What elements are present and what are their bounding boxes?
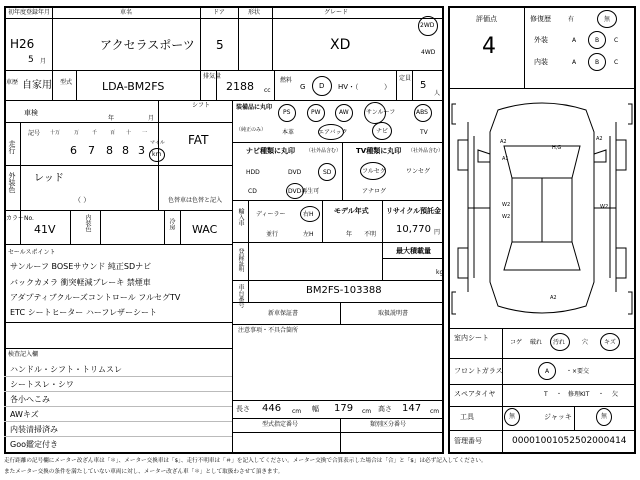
repair-yes: 有 xyxy=(568,16,575,23)
shift-label: シフト xyxy=(192,102,211,109)
exterior-paren: （ ） xyxy=(74,196,91,204)
model-year-value: 不明 xyxy=(364,231,377,238)
inspector-line: 内装清掃済み xyxy=(10,425,58,434)
max-load-label: 最大積載量 xyxy=(396,247,431,255)
model-year-label: モデル年式 xyxy=(334,207,369,215)
mileage-code-label: 記号 xyxy=(28,130,41,137)
displacement-label: 排気量 xyxy=(203,73,222,80)
max-load-unit: kg xyxy=(436,269,444,276)
ext-grade-b: B xyxy=(595,37,600,44)
int-grade-b: B xyxy=(595,59,600,66)
width-label: 幅 xyxy=(312,405,319,413)
equip-pw: PW xyxy=(311,109,321,116)
tv-type-sub: （社外品含む） xyxy=(408,148,444,154)
navi-hdd: HDD xyxy=(246,169,260,176)
seat-tear: 破れ xyxy=(530,339,543,346)
spare-none: 欠 xyxy=(612,391,619,398)
car-name-label: 車名 xyxy=(120,9,133,16)
ac-label: 冷房 xyxy=(168,218,175,230)
color-code-label: カラーNo. xyxy=(6,215,34,222)
width-unit: cm xyxy=(362,408,372,415)
inspector-line: AWキズ xyxy=(10,410,39,419)
spare-tire-label: スペアタイヤ xyxy=(454,390,496,398)
ext-grade-label: 外装 xyxy=(534,36,548,44)
fuel-label: 燃料 xyxy=(280,77,293,84)
int-grade-c: C xyxy=(614,59,619,66)
jack-value: 無 xyxy=(601,413,608,420)
equip-tv: TV xyxy=(420,129,428,136)
seat-scratch: キズ xyxy=(604,339,616,346)
equip-leather: 本革 xyxy=(282,129,295,136)
int-grade-label: 内装 xyxy=(534,58,548,66)
warranty-label: 新車保証書 xyxy=(268,310,299,317)
mileage-unit-1: 万 xyxy=(74,130,80,136)
model-value: LDA-BM2FS xyxy=(102,80,165,93)
handle-right: 右H xyxy=(303,211,314,218)
tv-fullseg: フルセグ xyxy=(362,168,386,175)
mileage-unit-2: 千 xyxy=(92,130,98,136)
equip-airbag: エアバック xyxy=(318,129,348,136)
equip-ps: PS xyxy=(283,109,291,116)
seat-label: 室内シート xyxy=(454,334,489,342)
height-value: 147 xyxy=(402,403,422,414)
displacement-value: 2188 xyxy=(226,80,254,93)
import-label: 輸入車 xyxy=(237,208,244,226)
navi-dvd-play: DVD再生可 xyxy=(288,188,320,195)
mileage-unit-0: 十万 xyxy=(50,130,61,136)
diagram-label-a2-bottom: A2 xyxy=(550,295,557,301)
exterior-label: 外装色 xyxy=(8,172,16,193)
mileage-unit-km: km xyxy=(152,151,162,158)
type-number-label: 型式指定番号 xyxy=(262,421,299,428)
inspector-line: 各小へこみ xyxy=(10,395,50,404)
chassis-number: BM2FS-103388 xyxy=(306,285,382,296)
tools-value: 無 xyxy=(509,413,516,420)
model-year-year: 年 xyxy=(346,231,353,238)
mileage-unit-3: 百 xyxy=(110,130,116,136)
capacity-value: 5 xyxy=(420,80,427,91)
fuel-d: D xyxy=(319,82,325,90)
height-label: 高さ xyxy=(378,405,392,413)
capacity-label: 定員 xyxy=(399,75,412,82)
drive-alt: 4WD xyxy=(421,49,436,56)
inspector-title: 検査記入欄 xyxy=(8,351,39,358)
equip-navi: ナビ xyxy=(376,128,389,135)
sales-points-title: セールスポイント xyxy=(8,249,56,256)
chassis-label: 車台番号 xyxy=(237,284,244,308)
inspector-line: Goo鑑定付き xyxy=(10,440,58,449)
equip-abs: ABS xyxy=(416,109,428,116)
length-value: 446 xyxy=(262,403,282,414)
navi-sd: SD xyxy=(323,169,332,176)
fuel-close: ） xyxy=(384,83,391,91)
score-value: 4 xyxy=(482,34,496,59)
inspector-line: ハンドル・シフト・トリムスレ xyxy=(10,365,122,374)
mileage-digit-0: 6 xyxy=(70,144,77,157)
shift-value: FAT xyxy=(188,133,209,147)
int-grade-a: A xyxy=(572,59,577,66)
ext-grade-c: C xyxy=(614,37,619,44)
class-number-label: 類別区分番号 xyxy=(370,421,407,428)
exterior-color: レッド xyxy=(34,173,64,184)
diagram-label-a1-left: A1 xyxy=(502,156,509,162)
sales-point-line: バックカメラ 衝突軽減ブレーキ 禁煙車 xyxy=(10,278,151,287)
front-glass-a: A xyxy=(545,368,550,375)
jack-label: ジャッキ xyxy=(544,413,572,421)
mileage-digit-2: 8 xyxy=(106,144,113,157)
navi-dvd: DVD xyxy=(288,169,302,176)
spare-sep1: ・ xyxy=(556,391,563,398)
management-number: 00001001052502000414 xyxy=(512,436,627,446)
repair-no: 無 xyxy=(604,16,611,23)
sales-point-line: アダプティブクルーズコントロール フルセグTV xyxy=(10,293,181,302)
notes-title: 注意事項・不具合箇所 xyxy=(238,327,299,334)
width-value: 179 xyxy=(334,403,354,414)
inspection-year-unit: 年 xyxy=(108,115,115,122)
tools-label: 工具 xyxy=(460,413,474,421)
equip-aw: AW xyxy=(339,109,349,116)
tv-type-title: TV種類に丸印 xyxy=(356,147,402,155)
spare-kit: 修理KIT xyxy=(568,391,590,398)
manual-label: 取扱説明書 xyxy=(378,310,409,317)
diagram-label-hg: H,G xyxy=(552,145,562,151)
ac-value: WAC xyxy=(192,223,218,236)
mileage-unit-5: 一 xyxy=(142,130,148,136)
inspector-line: シートスレ・シワ xyxy=(10,380,74,389)
grade-value: XD xyxy=(330,37,351,53)
car-name: アクセラスポーツ xyxy=(100,38,195,52)
grade-label: グレード xyxy=(324,9,349,16)
mileage-unit-mile: マイル xyxy=(150,140,165,146)
front-glass-label: フロントガラス xyxy=(454,367,503,375)
navi-type-sub: （社外品含む） xyxy=(306,148,342,154)
diagram-label-a2-left: A2 xyxy=(500,139,507,145)
navi-cd: CD xyxy=(248,188,257,195)
fuel-g: G xyxy=(300,83,306,91)
equipment-title: 装備品に丸印 xyxy=(236,104,273,111)
mileage-unit-4: 十 xyxy=(126,130,132,136)
interior-color-label: 内装色 xyxy=(84,214,91,232)
capacity-unit: 人 xyxy=(434,90,441,97)
navi-type-title: ナビ種類に丸印 xyxy=(246,147,295,155)
score-label: 評価点 xyxy=(476,15,497,23)
spare-sep2: ・ xyxy=(598,391,605,398)
height-unit: cm xyxy=(430,408,440,415)
door-label: ドア xyxy=(213,9,225,16)
exterior-note: 色替車は色替と記入 xyxy=(168,197,223,204)
shape-label: 形状 xyxy=(248,9,261,16)
mileage-digit-3: 8 xyxy=(122,144,129,157)
usage-label: 車歴 xyxy=(6,79,19,86)
first-reg-month: 5 xyxy=(28,55,34,65)
import-dealer: ディーラー xyxy=(256,211,286,218)
color-code: 41V xyxy=(34,223,56,236)
mileage-label: 走行 xyxy=(8,140,16,154)
diagram-label-w2-left: W2 xyxy=(502,202,511,208)
recycle-unit: 円 xyxy=(434,229,441,236)
first-reg-label: 初年度登録年月 xyxy=(8,9,51,16)
first-reg-era: H26 xyxy=(10,37,35,51)
drive-selected: 2WD xyxy=(420,22,435,29)
seat-hole: 穴 xyxy=(582,339,589,346)
repair-label: 修復歴 xyxy=(530,15,551,23)
sales-point-line: ETC シートヒーター ハーフレザーシート xyxy=(10,308,157,317)
seat-burn: コゲ xyxy=(510,339,523,346)
first-reg-month-unit: 月 xyxy=(40,58,47,65)
diagram-label-w2-left-2: W2 xyxy=(502,214,511,220)
usage-value: 自家用 xyxy=(22,80,52,91)
model-label: 型式 xyxy=(60,79,73,86)
footer-note-1: 走行距離の記号欄にメーター改ざん車は「＊」、メーター交換車は「$」、走行不明車は「＃」を記入してください。メーター交換で合算表示した場合は「合」と「$」は必ず記入してください。 xyxy=(4,458,487,464)
recycle-value: 10,770 xyxy=(396,224,431,235)
fuel-hv: HV・（ xyxy=(338,83,359,91)
mileage-digit-4: 3 xyxy=(138,144,145,157)
sales-point-line: サンルーフ BOSEサウンド 純正SDナビ xyxy=(10,262,152,271)
import-parallel: 並行 xyxy=(266,231,279,238)
inspection-label: 車検 xyxy=(24,109,38,117)
seat-stain: 汚れ xyxy=(553,339,566,346)
equip-sunroof: サンルーフ xyxy=(366,109,396,116)
management-label: 管理番号 xyxy=(454,437,482,445)
ext-grade-a: A xyxy=(572,37,577,44)
inspection-month-unit: 月 xyxy=(148,115,155,122)
spare-t: T xyxy=(544,391,548,398)
length-label: 長さ xyxy=(236,405,250,413)
tv-analog: アナログ xyxy=(362,188,387,195)
diagram-label-w2-right: W2 xyxy=(600,204,609,210)
length-unit: cm xyxy=(292,408,302,415)
diagram-label-a2-right: A2 xyxy=(596,136,603,142)
equipment-subtitle: （純正のみ） xyxy=(236,127,267,133)
recycle-label: リサイクル預託金 xyxy=(386,207,442,215)
tv-oneseg: ワンセグ xyxy=(406,168,431,175)
registration-cert-label: 登録証明 xyxy=(237,248,244,272)
displacement-unit: cc xyxy=(264,87,271,94)
footer-note-2: またメーター交換の条件を満たしていない車両に対し、メーター改ざん車「＊」として取扱わさせて頂きます。 xyxy=(4,469,284,475)
front-glass-alt: ・×要交 xyxy=(566,368,590,375)
handle-left: 左H xyxy=(303,231,314,238)
mileage-digit-1: 7 xyxy=(88,144,95,157)
door-count: 5 xyxy=(216,38,224,52)
